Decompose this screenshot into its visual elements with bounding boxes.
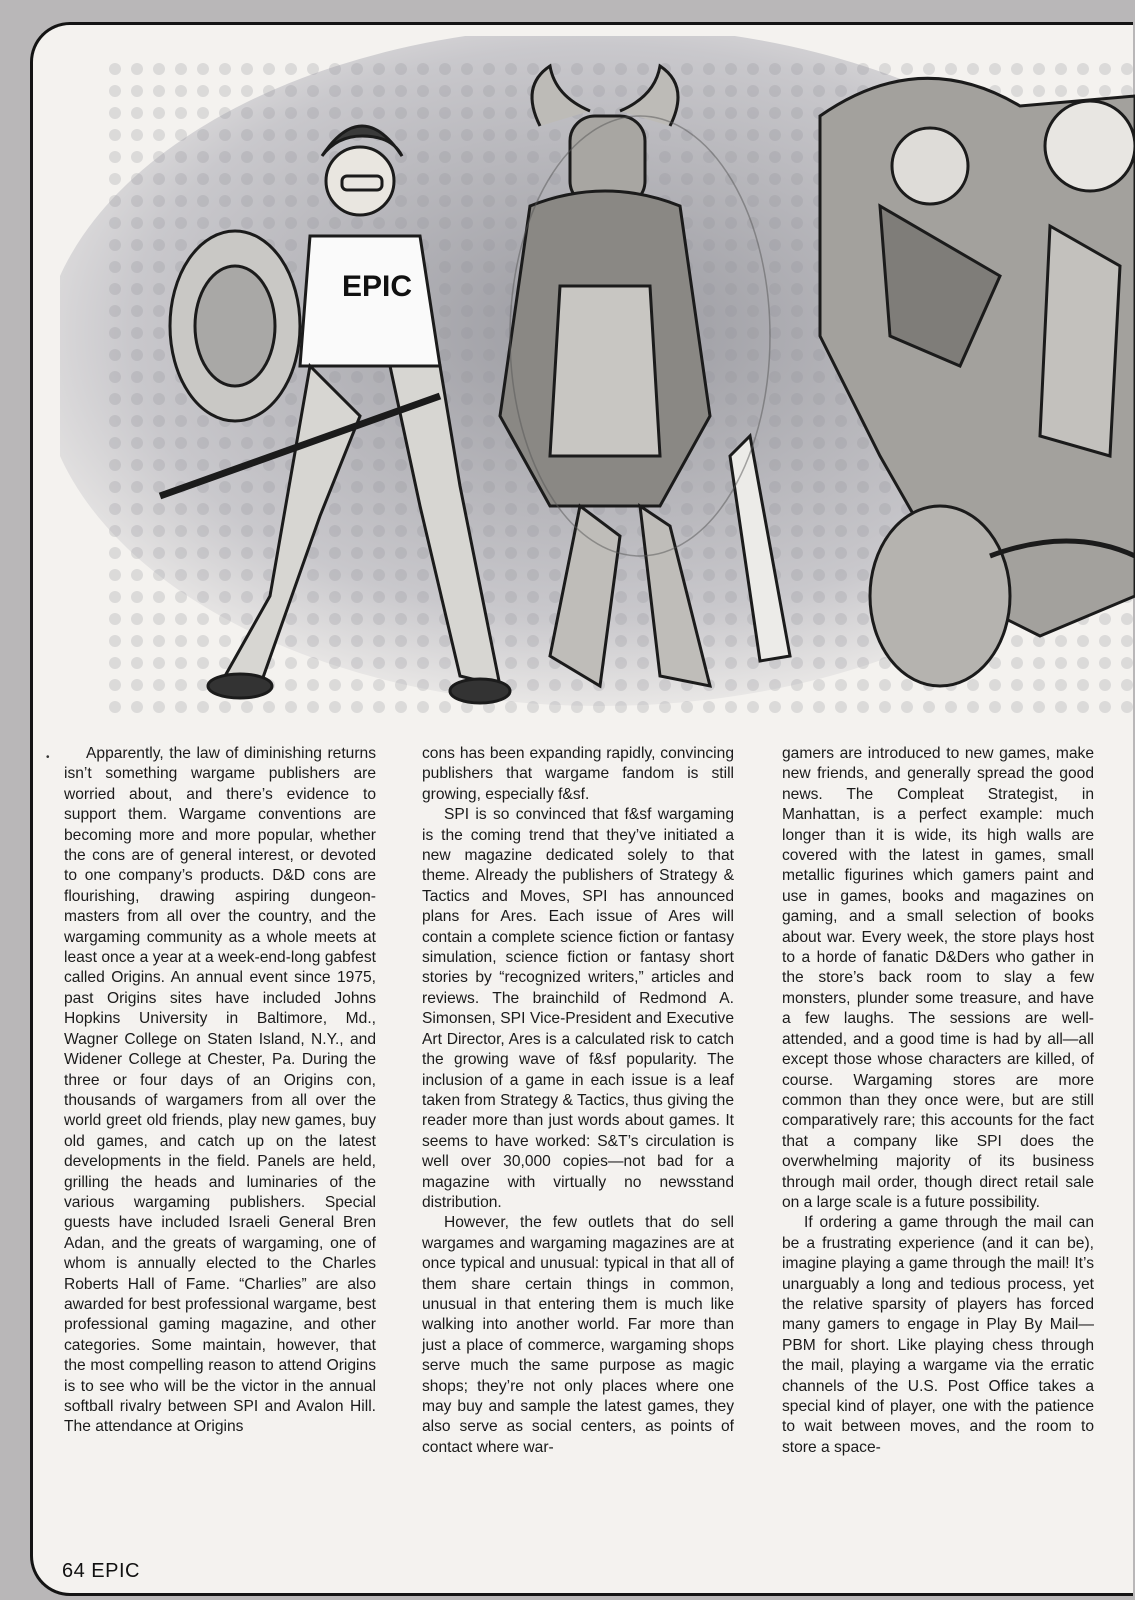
article-body [0, 744, 1135, 1534]
illustration [60, 36, 1135, 726]
paragraph: gamers are introduced to new games, make new friends, and generally spread the good news. The Compleat Strategist, in Manhattan, is a perfect example: much longer than it is wide, its high walls are covered with the latest in games, small metallic figurines which gamers paint and use in games, books and magazines on gaming, and a small selection of books about war. Every week, the store plays host to a horde of fanatic D&Ders who gather in the store’s back room to slay a few monsters, plunder some treasure, and have a few laughs. The sessions are well-attended, and a good time is had by all—all except those whose characters are killed, of course. Wargaming stores are more common than they once were, but are still comparatively rare; this accounts for the fact that a company like SPI does the overwhelming majority of its business through mail order, though direct retail sale on a large scale is a future possibility. [782, 745, 1094, 1211]
paragraph: SPI is so convinced that f&sf wargaming is the coming trend that they’ve initiated a new magazine dedicated solely to that theme. Already the publishers of Strategy & Tactics and Moves, SPI has announced plans for Ares. Each issue of Ares will contain a complete science fiction or fantasy simulation, science fiction or fantasy short stories by “recognized writers,” articles and reviews. The brainchild of Redmond A. Simonsen, SPI Vice-President and Executive Art Director, Ares is a calculated risk to catch the growing wave of f&sf popularity. The inclusion of a game in each issue is a leaf taken from Strategy & Tactics, thus giving the reader more than just words about games. It seems to have worked: S&T’s circulation is well over 30,000 copies—not bad for a magazine with virtually no newsstand distribution. [422, 806, 734, 1211]
page-footer: 64 EPIC [62, 1560, 140, 1582]
article-column-2 [422, 744, 734, 1458]
bullet-mark: • [46, 752, 50, 763]
paragraph: However, the few outlets that do sell wargames and wargaming magazines are at once typical and unusual: typical in that all of them share certain things in common, unusual in that entering them is much like walking into another world. Far more than just a place of commerce, wargaming shops serve much the same purpose as magic shops; they’re not only places where one may buy and sample the latest games, they also serve as social centers, as points of contact where war- [422, 1214, 734, 1456]
article-column-3 [782, 744, 1094, 1458]
paragraph: If ordering a game through the mail can be a frustrating experience (and it can be), imagine playing a game through the mail! It’s unarguably a long and tedious process, yet the relative sparsity of players has forced many gamers to engage in Play By Mail—PBM for short. Like playing chess through the mail, playing a wargame via the erratic channels of the U.S. Post Office takes a special kind of player, one with the patience to wait between moves, and the room to store a space- [782, 1214, 1094, 1456]
svg-text:EPIC: EPIC [342, 270, 413, 303]
paragraph: cons has been expanding rapidly, convincing publishers that wargame fandom is still growing, especially f&sf. [422, 745, 734, 803]
paragraph: Apparently, the law of diminishing returns isn’t something wargame publishers are worried about, and there’s evidence to support them. Wargame conventions are becoming more and more popular, whether the cons are of general interest, or devoted to one company’s products. D&D cons are flourishing, drawing aspiring dungeon-masters from all over the country, and the wargaming community as a whole meets at least once a year at a week-end-long gabfest called Origins. An annual event since 1975, past Origins sites have included Johns Hopkins University in Baltimore, Md., Wagner College on Staten Island, N.Y., and Widener College at Chester, Pa. During the three or four days of an Origins con, thousands of wargamers from all over the world greet old friends, play new games, buy old games, and catch up on the latest developments in the field. Panels are held, grilling the heads and luminaries of the various wargaming publishers. Special guests have included Israeli General Bren Adan, and the greats of wargaming, one of whom is annually elected to the Charles Roberts Hall of Fame. “Charlies” are also awarded for best professional wargame, best professional gaming magazine, and other categories. Some maintain, however, that the most compelling reason to attend Origins is to see who will be the victor in the annual softball rivalry between SPI and Avalon Hill. The attendance at Origins [64, 745, 376, 1436]
fantasy-wargamers-illustration-icon [60, 36, 1135, 726]
article-column-1 [64, 744, 376, 1438]
